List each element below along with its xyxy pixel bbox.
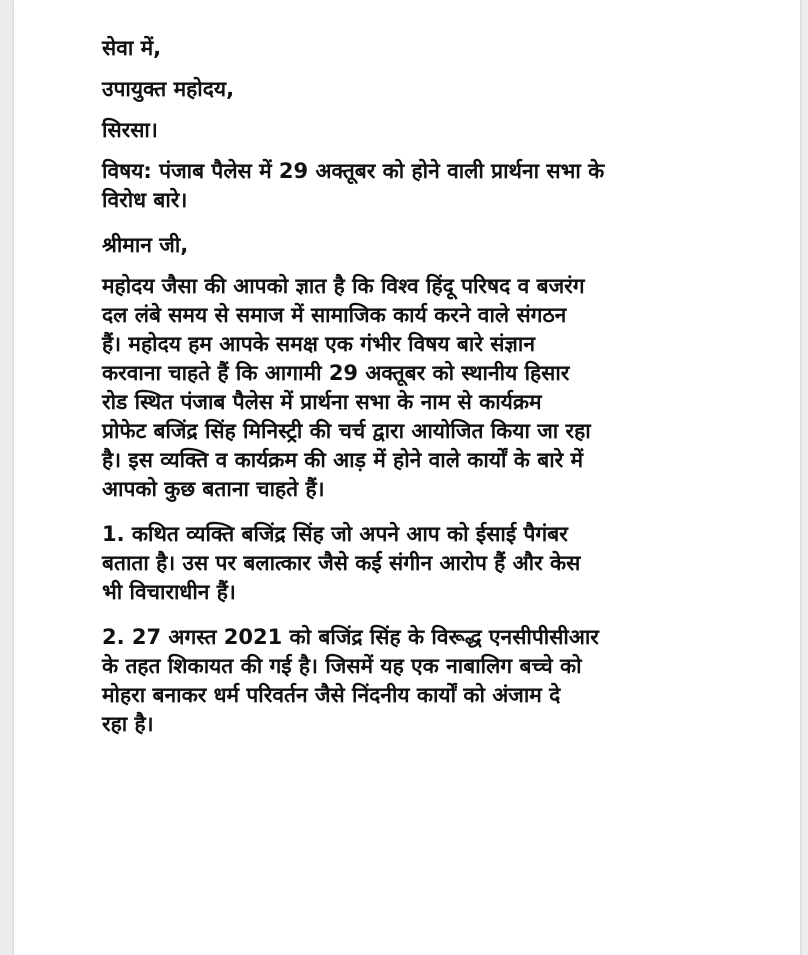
recipient: उपायुक्त महोदय, xyxy=(102,77,235,101)
document-page xyxy=(14,0,800,955)
body-intro: महोदय जैसा की आपको ज्ञात है कि विश्व हिंदू परिषद व बजरंग दल लंबे समय से समाज में सामाजिक कार्य करने वाले संगठन हैं। महोदय हम आपके समक्ष एक गंभीर विषय बारे संज्ञान करवाना चाहते हैं कि आगामी 29 अक्तूबर को स्थानीय हिसार रोड स्थित पंजाब पैलेस में प्रार्थना सभा के नाम से कार्यक्रम प्रोफेट बजिंद्र सिंह मिनिस्ट्री की चर्च द्वारा आयोजित किया जा रहा है। इस व्यक्ति व कार्यक्रम की आड़ में होने वाले कार्यों के बारे में आपको कुछ बताना चाहते हैं। xyxy=(102,274,591,501)
city: सिरसा। xyxy=(102,118,158,142)
greeting: श्रीमान जी, xyxy=(102,233,189,257)
letter-body xyxy=(102,34,752,755)
point-1: 1. कथित व्यक्ति बजिंद्र सिंह जो अपने आप को ईसाई पैगंबर बताता है। उस पर बलात्कार जैसे कई संगीन आरोप हैं और केस भी विचाराधीन हैं। xyxy=(102,522,581,604)
subject: विषय: पंजाब पैलेस में 29 अक्तूबर को होने वाली प्रार्थना सभा के विरोध बारे। xyxy=(102,159,605,212)
salutation-to: सेवा में, xyxy=(102,36,162,60)
point-2: 2. 27 अगस्त 2021 को बजिंद्र सिंह के विरूद्ध एनसीपीसीआर के तहत शिकायत की गई है। जिसमें यह एक नाबालिग बच्चे को मोहरा बनाकर धर्म परिवर्तन जैसे निंदनीय कार्यों को अंजाम दे रहा है। xyxy=(102,625,599,736)
